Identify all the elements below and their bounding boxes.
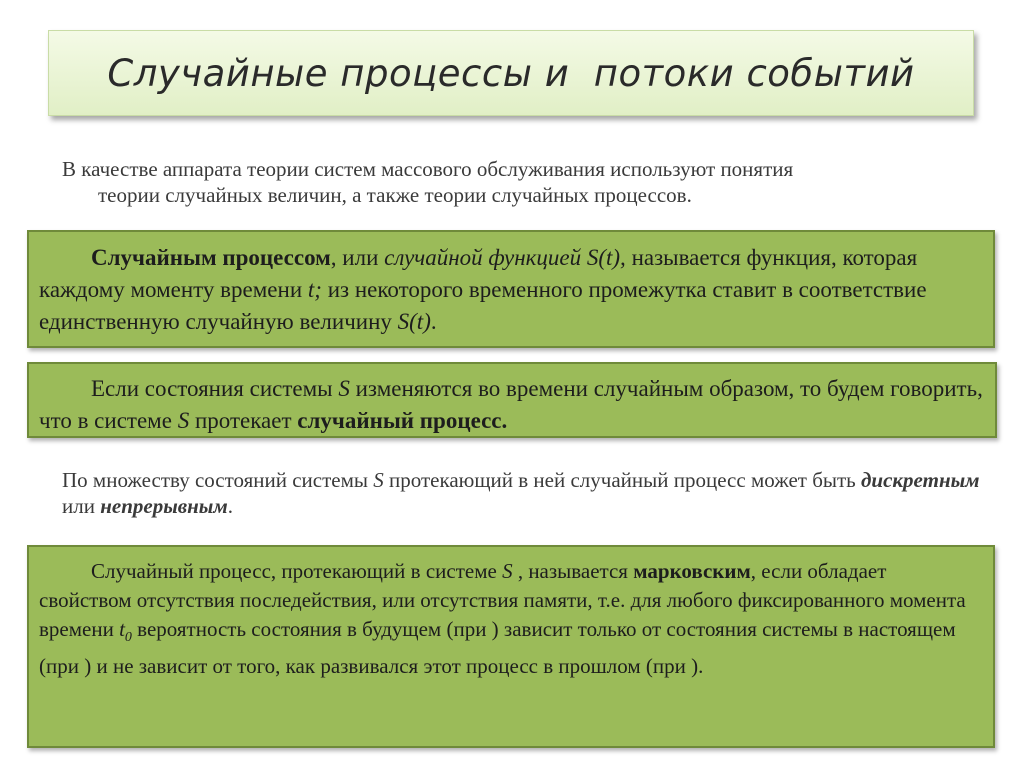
classification-paragraph — [62, 467, 992, 519]
symbol-t0-base: t — [119, 617, 125, 641]
intro-paragraph — [62, 156, 982, 208]
term-random-process: Случайным процессом — [91, 245, 331, 270]
markov-box — [27, 545, 995, 748]
slide-title: Случайные процессы и потоки событий — [107, 51, 915, 95]
term-markov: марковским — [633, 559, 751, 583]
symbol-s-of-t: S(t), — [581, 245, 626, 270]
definition-text-part: , или — [330, 245, 385, 270]
symbol-s-of-t: S(t) — [397, 309, 431, 334]
symbol-s: S — [502, 559, 513, 583]
term-random-process-bold: случайный процесс. — [297, 408, 508, 433]
term-random-function: случайной функцией — [384, 245, 582, 270]
state-text-part: протекает — [189, 408, 298, 433]
definition-text — [39, 242, 983, 338]
state-text — [39, 373, 985, 437]
markov-text-part: Случайный процесс, протекающий в системе — [91, 559, 503, 583]
term-continuous: непрерывным — [100, 494, 228, 518]
state-box — [27, 362, 997, 438]
symbol-s: S — [373, 468, 384, 492]
symbol-t: t; — [307, 277, 322, 302]
markov-text-part: вероятность состояния в будущем (при ) зависит только от состояния системы в настоящем (при ) и не зависит от того, как развивался этот процесс в прошлом (при ). — [39, 617, 956, 679]
classification-text-part: По множеству состояний системы — [62, 468, 374, 492]
definition-text-part: называется функция, которая каждому моменту времени — [39, 245, 918, 302]
definition-text-part: . — [430, 309, 437, 334]
classification-text-part: или — [62, 494, 101, 518]
state-text-part: Если состояния системы — [91, 376, 339, 401]
intro-line-2: теории случайных величин, а также теории случайных процессов. — [98, 183, 692, 207]
definition-box — [27, 230, 995, 348]
symbol-s: S — [338, 376, 350, 401]
markov-text-part: , называется — [512, 559, 634, 583]
state-text-part: изменяются во времени случайным образом, то будем говорить, что в системе — [39, 376, 983, 433]
definition-text-part: из некоторого временного промежутка ставит в соответствие единственную случайную величину — [39, 277, 927, 334]
intro-line-1: В качестве аппарата теории систем массового обслуживания используют понятия — [62, 157, 794, 181]
markov-text-part: , если обладает свойством отсутствия последействия, или отсутствия памяти, т.е. для любого фиксированного момента времени — [39, 559, 966, 641]
symbol-t0-subscript: 0 — [124, 630, 132, 646]
title-box — [48, 30, 974, 116]
classification-text-part: протекающий в ней случайный процесс может быть — [383, 468, 861, 492]
symbol-s: S — [177, 408, 190, 433]
classification-text-part: . — [227, 494, 234, 518]
markov-text — [39, 557, 983, 681]
term-discrete: дискретным — [861, 468, 980, 492]
symbol-t0 — [119, 617, 132, 646]
